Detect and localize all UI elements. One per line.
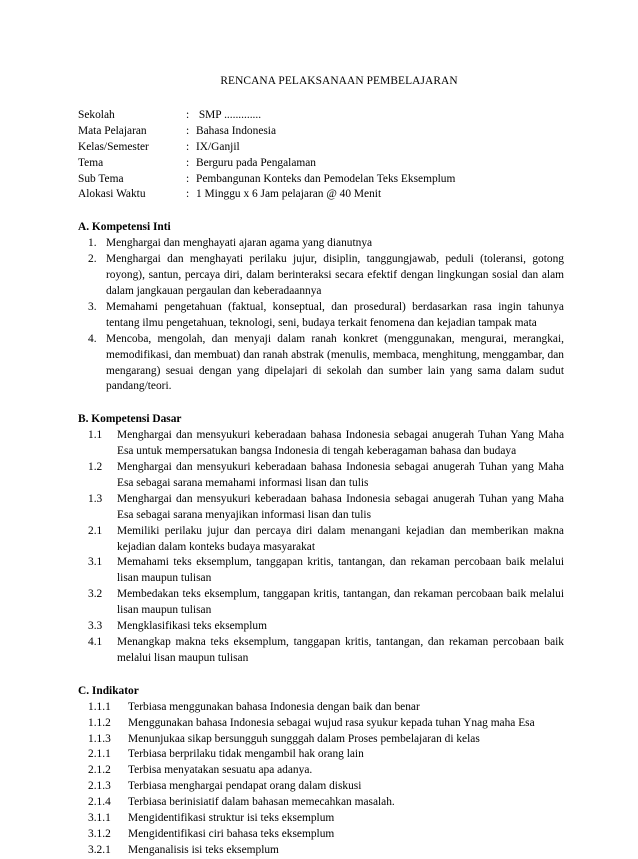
info-key: Sub Tema xyxy=(78,172,124,185)
list-item xyxy=(78,795,564,811)
item-number: 3.2 xyxy=(88,588,103,601)
item-text: Terbisa menyatakan sesuatu apa adanya. xyxy=(128,764,313,777)
item-number: 3.2.1 xyxy=(88,843,111,856)
info-key: Alokasi Waktu xyxy=(78,188,146,201)
info-row-sekolah xyxy=(78,108,564,124)
ki-list xyxy=(78,236,564,395)
list-item xyxy=(78,827,564,843)
info-value: Pembangunan Konteks dan Pemodelan Teks Eksemplum xyxy=(196,172,456,185)
list-item xyxy=(78,843,564,859)
item-number: 3.1.2 xyxy=(88,827,111,840)
item-text: Menghargai dan mensyukuri keberadaan bahasa Indonesia sebagai anugerah Tuhan Yang Maha Esa untuk mempersatukan bangsa Indonesia di tengah keberagaman bahasa dan budaya xyxy=(117,429,564,458)
info-value: IX/Ganjil xyxy=(196,140,240,153)
info-separator: : xyxy=(186,188,190,201)
item-text: Memahami pengetahuan (faktual, konseptual, dan prosedural) berdasarkan rasa ingin tahunya tentang ilmu pengetahuan, teknologi, seni, budaya terkait fenomena dan kejadian tampak mata xyxy=(106,300,564,329)
kd-list xyxy=(78,428,564,667)
list-item xyxy=(78,428,564,460)
section-heading: B. Kompetensi Dasar xyxy=(78,413,182,426)
item-number: 3.3 xyxy=(88,620,103,633)
item-text: Mengidentifikasi struktur isi teks eksemplum xyxy=(128,812,335,825)
info-separator: : xyxy=(186,156,190,169)
item-text: Mengidentifikasi ciri bahasa teks eksemplum xyxy=(128,827,335,840)
info-block xyxy=(78,108,564,203)
list-item xyxy=(78,492,564,524)
item-number: 1.1.2 xyxy=(88,716,111,729)
info-key: Tema xyxy=(78,156,104,169)
list-item xyxy=(78,587,564,619)
info-row-mata-pelajaran xyxy=(78,124,564,140)
item-number: 2.1.2 xyxy=(88,764,111,777)
info-separator: : xyxy=(186,108,190,121)
item-text: Memiliki perilaku jujur dan percaya diri dalam menangani kejadian dan memberikan makna kejadian dalam konteks budaya masyarakat xyxy=(117,524,564,553)
list-item xyxy=(78,300,564,332)
item-number: 2.1.1 xyxy=(88,748,111,761)
item-text: Menggunakan bahasa Indonesia sebagai wujud rasa syukur kepada tuhan Ynag maha Esa xyxy=(128,716,535,729)
info-value: Bahasa Indonesia xyxy=(196,124,277,137)
item-text: Terbiasa menggunakan bahasa Indonesia dengan baik dan benar xyxy=(128,700,420,713)
list-item xyxy=(78,555,564,587)
item-number: 2.1.4 xyxy=(88,796,111,809)
list-item xyxy=(78,811,564,827)
item-number: 3.1.1 xyxy=(88,812,111,825)
item-text: Mengklasifikasi teks eksemplum xyxy=(117,620,267,633)
info-separator: : xyxy=(186,172,190,185)
item-text: Menghargai dan mensyukuri keberadaan bahasa Indonesia sebagai anugerah Tuhan yang Maha Esa sebagai sarana menyajikan informasi lisan dan tulis xyxy=(117,492,564,521)
section-indikator xyxy=(78,684,564,859)
item-text: Menghargai dan menghayati ajaran agama yang dianutnya xyxy=(106,237,373,250)
info-key: Sekolah xyxy=(78,108,115,121)
info-separator: : xyxy=(186,140,190,153)
list-item xyxy=(78,732,564,748)
item-text: Menangkap makna teks eksemplum, tanggapan kritis, tantangan, dan rekaman percobaan baik melalui lisan maupun tulisan xyxy=(117,636,564,664)
indikator-list xyxy=(78,700,564,859)
list-item xyxy=(78,619,564,635)
list-item xyxy=(78,332,564,396)
item-number: 3. xyxy=(88,300,97,313)
item-number: 3.1 xyxy=(88,556,103,569)
item-text: Menghargai dan mensyukuri keberadaan bahasa Indonesia sebagai anugerah Tuhan yang Maha Esa sebagai sarana memahami informasi lisan dan tulis xyxy=(117,461,564,489)
item-text: Mencoba, mengolah, dan menyaji dalam ranah konkret (menggunakan, mengurai, merangkai, memodifikasi, dan membuat) dan ranah abstrak (menulis, membaca, menghitung, menggambar, dan mengarang) sesuai dengan yang dipelajari di sekolah dan sumber lain yang sama dalam sudut pandang/teori. xyxy=(106,332,564,393)
item-number: 1. xyxy=(88,237,97,250)
item-text: Terbiasa berinisiatif dalam bahasan memecahkan masalah. xyxy=(128,796,395,809)
item-number: 1.1.1 xyxy=(88,700,111,713)
item-number: 1.1.3 xyxy=(88,732,111,745)
section-heading: A. Kompetensi Inti xyxy=(78,221,171,234)
info-value: Berguru pada Pengalaman xyxy=(196,156,316,169)
list-item xyxy=(78,252,564,300)
item-number: 2.1 xyxy=(88,524,103,537)
item-number: 4. xyxy=(88,332,97,345)
info-row-kelas-semester xyxy=(78,140,564,156)
list-item xyxy=(78,763,564,779)
item-text: Menghargai dan menghayati perilaku jujur, disiplin, tanggungjawab, peduli (toleransi, gotong royong), santun, percaya diri, dalam berinteraksi secara efektif dengan lingkungan sosial dan alam dalam jangkauan pergaulan dan keberadaannya xyxy=(106,253,564,297)
info-row-sub-tema xyxy=(78,172,564,188)
info-separator: : xyxy=(186,124,190,137)
list-item xyxy=(78,700,564,716)
item-text: Memahami teks eksemplum, tanggapan kritis, tantangan, dan rekaman percobaan baik melalui lisan maupun tulisan xyxy=(117,556,564,585)
item-text: Menunjukaa sikap bersungguh sungggah dalam Proses pembelajaran di kelas xyxy=(128,732,480,745)
info-row-tema xyxy=(78,156,564,172)
item-number: 2.1.3 xyxy=(88,780,111,793)
item-number: 1.1 xyxy=(88,429,103,442)
list-item xyxy=(78,460,564,492)
info-value: SMP ............. xyxy=(196,108,262,121)
item-number: 4.1 xyxy=(88,636,103,648)
section-heading: C. Indikator xyxy=(78,684,139,697)
info-row-alokasi-waktu xyxy=(78,187,564,203)
document-title: RENCANA PELAKSANAAN PEMBELAJARAN xyxy=(220,75,458,87)
item-text: Menganalisis isi teks eksemplum xyxy=(128,843,279,856)
item-number: 1.2 xyxy=(88,461,103,474)
section-kompetensi-dasar xyxy=(78,412,564,667)
item-number: 2. xyxy=(88,253,97,266)
list-item xyxy=(78,635,564,667)
item-number: 1.3 xyxy=(88,492,103,505)
info-key: Mata Pelajaran xyxy=(78,124,147,137)
item-text: Membedakan teks eksemplum, tanggapan kritis, tantangan, dan rekaman percobaan baik melalui lisan maupun tulisan xyxy=(117,588,564,617)
item-text: Terbiasa menghargai pendapat orang dalam diskusi xyxy=(128,780,362,793)
list-item xyxy=(78,524,564,556)
info-key: Kelas/Semester xyxy=(78,140,149,153)
list-item xyxy=(78,236,564,252)
list-item xyxy=(78,747,564,763)
item-text: Terbiasa berprilaku tidak mengambil hak orang lain xyxy=(128,748,364,761)
list-item xyxy=(78,716,564,732)
list-item xyxy=(78,779,564,795)
section-kompetensi-inti xyxy=(78,220,564,395)
info-value: 1 Minggu x 6 Jam pelajaran @ 40 Menit xyxy=(196,188,382,201)
